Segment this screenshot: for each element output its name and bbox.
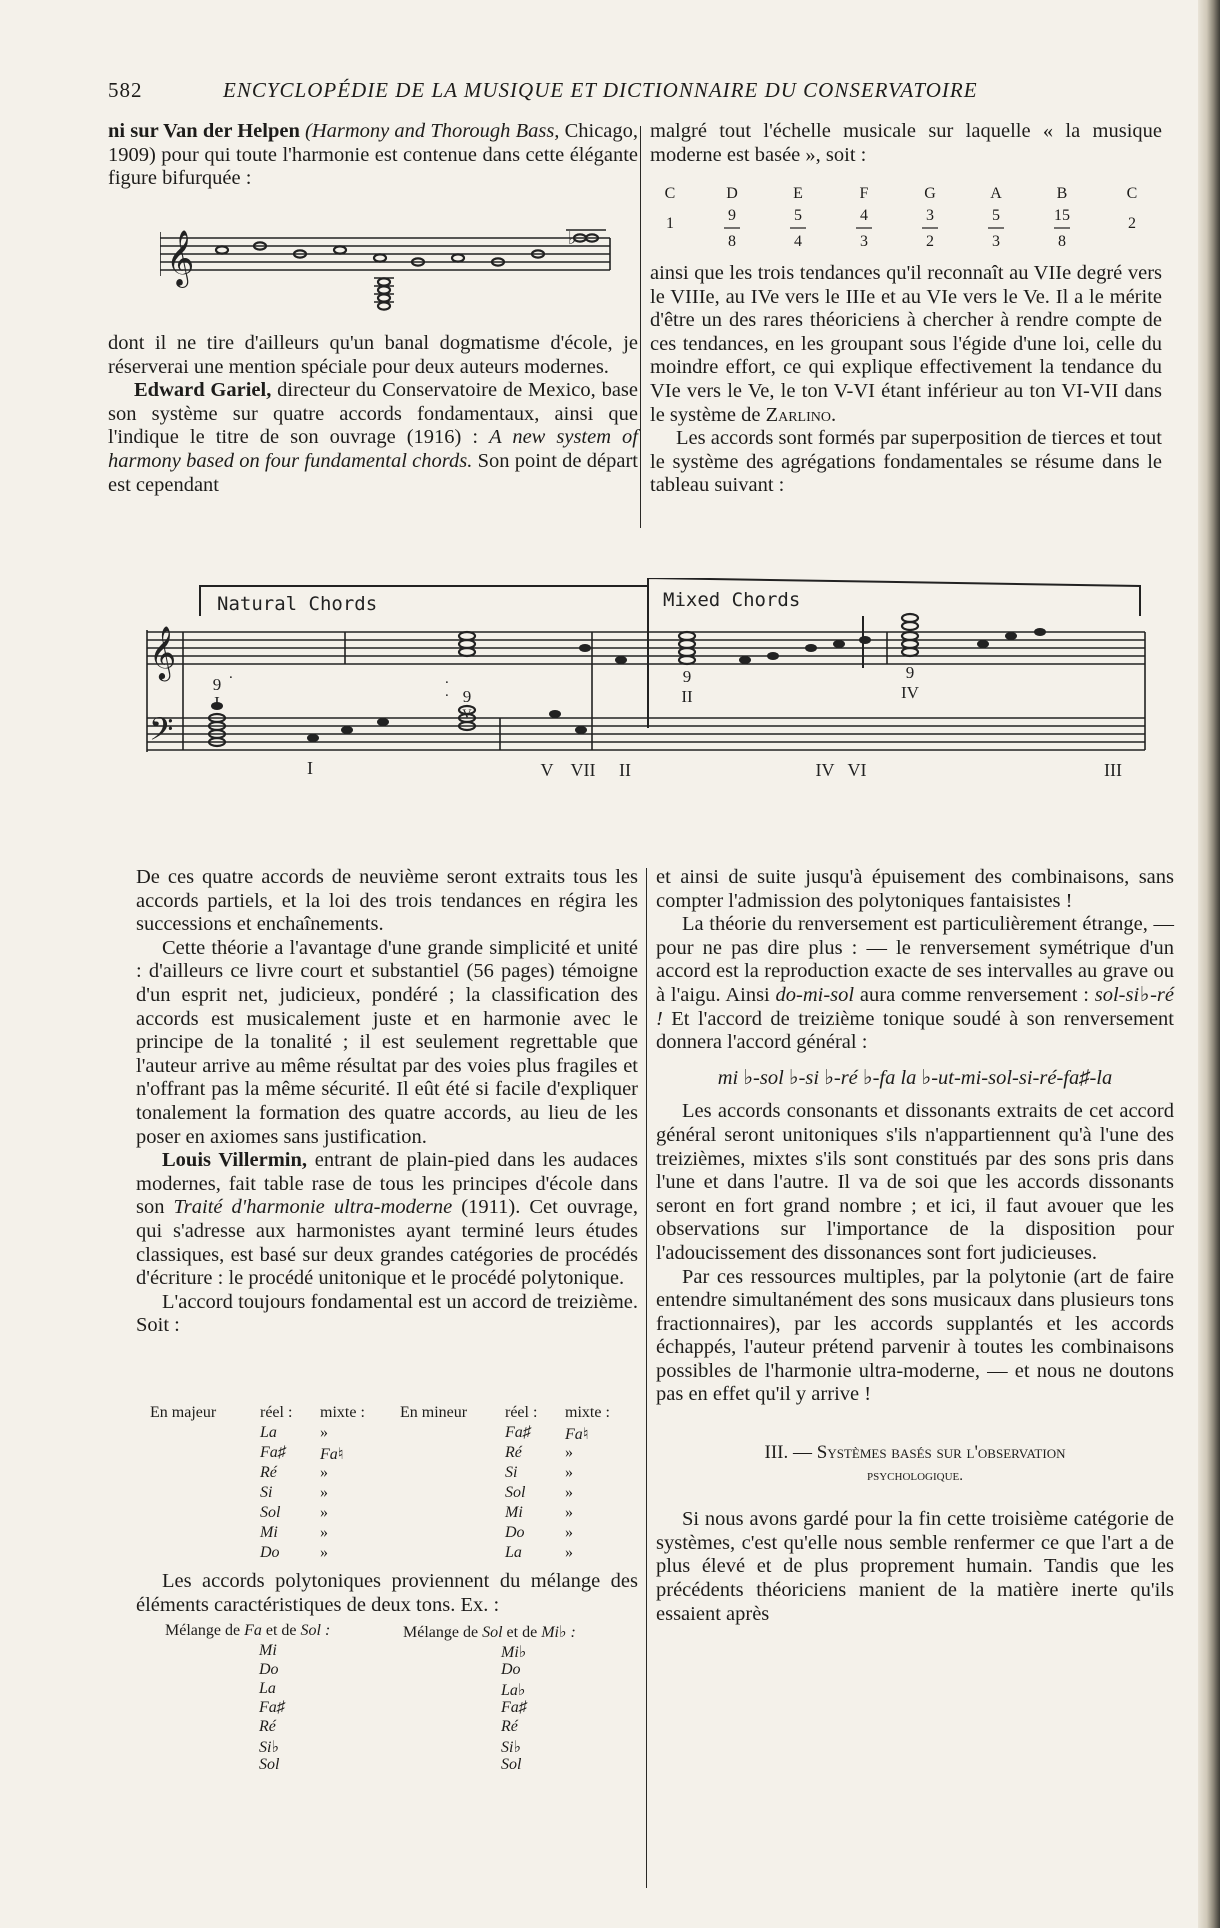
ratio-denominator: 4 bbox=[794, 233, 802, 250]
degree-label: I bbox=[307, 758, 313, 778]
chord-notes: sol-si♭-ré ! bbox=[656, 983, 1175, 1030]
chord-label-roman: V bbox=[462, 706, 472, 721]
chord-label-num: 9 bbox=[682, 667, 692, 686]
text: entrant de plain-pied dans les audaces modernes, fait table rase de tous les principes d'école dans son bbox=[136, 1149, 638, 1219]
ratio-denominator: 8 bbox=[728, 233, 736, 250]
table-cell: Ré bbox=[260, 1464, 277, 1481]
note-letter: G bbox=[924, 185, 936, 202]
table-row bbox=[165, 1642, 635, 1661]
note-letter: F bbox=[859, 185, 869, 202]
paragraph: Par ces ressources multiples, par la polytonie (art de faire entendre simultanément des sons musicaux dans plusieurs tons fractionnaires), par les accords supplantés et les accords échappés, l'auteur prétend parvenir à toutes les combinaisons possibles de l'harmonie ultra-moderne, — et nous ne doutons pas en effet qu'il y arrive ! bbox=[656, 1265, 1174, 1406]
table-row bbox=[150, 1504, 630, 1524]
chord-label-num: 9 bbox=[462, 687, 472, 706]
table-cell: » bbox=[320, 1424, 328, 1441]
table-cell: Fa♯ bbox=[501, 1699, 527, 1716]
degree-label: VI bbox=[847, 760, 867, 780]
right-column-top bbox=[650, 120, 1162, 167]
table-row bbox=[150, 1464, 630, 1484]
thirteenth-chord-table bbox=[150, 1404, 630, 1564]
book-title: A new system of harmony based on four fundamental chords. bbox=[108, 426, 639, 472]
paragraph: Cette théorie a l'avantage d'une grande simplicité et unité : d'ailleurs ce livre court et substantiel (56 pages) témoigne d'un esprit net, judicieux, pondéré ; la classification des accords est musicalement juste et en harmonie avec le principe de la tonalité ; il est seulement regrettable que l'auteur arrive au même résultat par des voies plus fragiles et n'offrant pas la même sécurité. Il eût été si facile d'expliquer tonalement la formation des quatre accords, au lieu de les poser en axiomes sans justification. bbox=[136, 936, 638, 1148]
polytonic-table bbox=[165, 1622, 635, 1775]
chord-label-num: 9 bbox=[212, 675, 222, 694]
ratio-denominator: 3 bbox=[992, 233, 1000, 250]
table-row bbox=[165, 1756, 635, 1775]
left-column-top-2 bbox=[108, 332, 638, 497]
paragraph: Les accords polytoniques proviennent du mélange des éléments caractéristiques de deux tons. Ex. : bbox=[136, 1570, 638, 1616]
table-cell: » bbox=[565, 1524, 573, 1541]
ratio-denominator: 8 bbox=[1058, 233, 1066, 250]
text: directeur du Conservatoire de Mexico, base son système sur quatre accords fondamentaux, ainsi que l'indique le titre de son ouvrage (1916) : bbox=[108, 379, 639, 449]
table-body bbox=[150, 1424, 630, 1564]
table-row bbox=[150, 1444, 630, 1464]
table-cell: Mi bbox=[505, 1504, 523, 1521]
table-cell: Si♭ bbox=[501, 1739, 521, 1756]
chord-label-roman: I bbox=[214, 693, 220, 712]
text: (1911). Cet ouvrage, qui s'adresse aux harmonistes ayant terminé leurs études classiques, est basé sur deux grandes catégories de procédés d'écriture : le procédé unitonique et le procédé polytonique. bbox=[136, 1196, 639, 1290]
section-heading: III. — Systèmes basés sur l'observation bbox=[764, 1442, 1066, 1464]
table-cell: La♭ bbox=[501, 1682, 526, 1699]
table-header: En mineur bbox=[400, 1404, 468, 1421]
author-name: Zarlino. bbox=[765, 403, 837, 426]
table-row bbox=[165, 1737, 635, 1756]
paragraph: De ces quatre accords de neuvième seront extraits tous les accords partiels, et la loi des trois tendances en régira les successions et enchaînements. bbox=[136, 866, 638, 936]
table-header: En majeur bbox=[150, 1404, 217, 1421]
text: ni sur Van der Helpen bbox=[108, 120, 300, 142]
ratio-numerator: 15 bbox=[1054, 207, 1070, 224]
svg-text:.: . bbox=[229, 666, 233, 682]
left-column-top bbox=[108, 120, 638, 191]
table-cell: » bbox=[320, 1464, 328, 1481]
note-letter: B bbox=[1056, 185, 1068, 202]
table-header: réel : bbox=[505, 1404, 538, 1421]
column-rule bbox=[640, 126, 641, 528]
table-cell: Ré bbox=[501, 1718, 518, 1735]
ratio-numerator: 4 bbox=[860, 207, 868, 224]
svg-text:.: . bbox=[445, 684, 449, 700]
ratio-numerator: 9 bbox=[728, 207, 736, 224]
table-header: Mélange de Sol et de Mi♭ : bbox=[403, 1624, 576, 1641]
text: aura comme renversement : bbox=[859, 983, 1089, 1006]
page-number: 582 bbox=[108, 78, 143, 102]
degree-label: III bbox=[1104, 760, 1122, 780]
treble-clef-icon: 𝄞 bbox=[149, 625, 177, 679]
paragraph: dont il ne tire d'ailleurs qu'un banal dogmatisme d'école, je réserverai une mention spéciale pour deux auteurs modernes. bbox=[108, 332, 638, 378]
table-cell: La bbox=[260, 1424, 277, 1441]
book-title: (Harmony and Thorough Bass, bbox=[305, 120, 560, 142]
book-title: Traité d'harmonie ultra-moderne bbox=[173, 1196, 453, 1219]
table-cell: La bbox=[505, 1544, 522, 1561]
table-cell: Fa♮ bbox=[565, 1426, 589, 1443]
text: Son point de départ est cependant bbox=[108, 449, 638, 496]
text: Et l'accord de treizième tonique soudé à son renversement donnera l'accord général : bbox=[656, 1007, 1174, 1054]
table-cell: Si bbox=[260, 1484, 273, 1501]
table-cell: » bbox=[565, 1464, 573, 1481]
table-cell: Fa♮ bbox=[320, 1446, 344, 1463]
table-header: Mélange de Fa et de Sol : bbox=[165, 1622, 331, 1639]
table-cell: » bbox=[320, 1504, 328, 1521]
note-letter: A bbox=[990, 185, 1002, 202]
ratio-value: 2 bbox=[1128, 215, 1136, 232]
svg-text:.: . bbox=[445, 671, 449, 687]
table-cell: Si♭ bbox=[259, 1739, 279, 1756]
table-row bbox=[150, 1524, 630, 1544]
chord-notes: do-mi-sol bbox=[775, 983, 855, 1006]
paragraph: Si nous avons gardé pour la fin cette troisième catégorie de systèmes, c'est qu'elle nous semble renfermer ce que l'art a de plus élevé et de plus proprement humain. Tandis que les précédents théoriciens manient de la matière inerte qu'ils essaient après bbox=[656, 1508, 1174, 1625]
table-row bbox=[150, 1544, 630, 1564]
chord-table-svg bbox=[145, 578, 1150, 798]
table-cell: » bbox=[320, 1484, 328, 1501]
table-cell: » bbox=[565, 1444, 573, 1461]
degree-label: VII bbox=[570, 760, 596, 780]
table-cell: » bbox=[565, 1544, 573, 1561]
paragraph: L'accord toujours fondamental est un accord de treizième. Soit : bbox=[136, 1290, 638, 1337]
table-row bbox=[165, 1680, 635, 1699]
table-cell: Fa♯ bbox=[260, 1444, 286, 1461]
left-column-bottom-2 bbox=[136, 1570, 638, 1617]
table-header: mixte : bbox=[320, 1404, 365, 1421]
chord-label-roman: IV bbox=[901, 683, 919, 702]
ratio-value: 1 bbox=[666, 215, 674, 232]
note-letter: C bbox=[664, 185, 676, 202]
general-chord-formula: mi ♭-sol ♭-si ♭-ré ♭-fa la ♭-ut-mi-sol-si-ré-fa♯-la bbox=[717, 1066, 1113, 1089]
section-heading-2: psychologique. bbox=[866, 1467, 964, 1484]
table-cell: Mi bbox=[260, 1524, 278, 1541]
table-cell: Fa♯ bbox=[505, 1424, 531, 1441]
page-edge bbox=[1198, 0, 1220, 1928]
table-cell: Sol bbox=[260, 1504, 281, 1521]
table-cell: Sol bbox=[259, 1756, 280, 1773]
ratio-denominator: 2 bbox=[926, 233, 934, 250]
table-row bbox=[150, 1484, 630, 1504]
table-cell: Si bbox=[505, 1464, 518, 1481]
table-header: mixte : bbox=[565, 1404, 610, 1421]
chord-label-num: 9 bbox=[905, 663, 915, 682]
natural-chords-label: Natural Chords bbox=[217, 593, 378, 615]
ratio-numerator: 5 bbox=[794, 207, 802, 224]
paragraph: ainsi que les trois tendances qu'il reconnaît au VIIe degré vers le VIIIe, au IVe vers le IIIe et au VIe vers le Ve. Il a le mérite d'être un des rares théoriciens à chercher à rendre compte de ces tendances, en les groupant sous l'égide d'une loi, celle du moindre effort, ce qui explique effectivement la tendance du VIe vers le Ve, le ton V-VI étant inférieur au ton VI-VII dans le système de bbox=[650, 262, 1162, 426]
text: La théorie du renversement est particulièrement étrange, — pour ne pas dire plus : — le renversement symétrique d'un accord est la reproduction exacte de ses intervalles au grave ou à l'aigu. Ainsi bbox=[656, 913, 1174, 1006]
table-cell: » bbox=[320, 1544, 328, 1561]
table-cell: Sol bbox=[505, 1484, 526, 1501]
table-cell: Do bbox=[501, 1661, 521, 1678]
table-cell: Sol bbox=[501, 1756, 522, 1773]
table-cell: Fa♯ bbox=[259, 1699, 285, 1716]
table-row bbox=[165, 1661, 635, 1680]
table-cell: Mi♭ bbox=[501, 1644, 527, 1661]
table-row bbox=[165, 1718, 635, 1737]
svg-text:♭: ♭ bbox=[568, 228, 577, 248]
chord-table bbox=[145, 578, 1150, 798]
author-name: Edward Gariel, bbox=[134, 379, 272, 402]
paragraph: et ainsi de suite jusqu'à épuisement des combinaisons, sans compter l'admission des polytoniques fantaisistes ! bbox=[656, 866, 1174, 912]
mixed-chords-label: Mixed Chords bbox=[663, 589, 801, 611]
right-column-bottom bbox=[656, 866, 1174, 1626]
table-cell: Ré bbox=[505, 1444, 522, 1461]
table-cell: Do bbox=[505, 1524, 525, 1541]
right-column-top-2 bbox=[650, 262, 1162, 498]
degree-label: II bbox=[619, 760, 631, 780]
left-column-bottom bbox=[136, 866, 638, 1338]
note-letter: C bbox=[1126, 185, 1138, 202]
table-cell: Do bbox=[259, 1661, 279, 1678]
text: Chicago, 1909) pour qui toute l'harmonie est contenue dans cette élégante figure bifurquée : bbox=[108, 120, 639, 190]
ratio-denominator: 3 bbox=[860, 233, 868, 250]
table-body bbox=[165, 1642, 635, 1775]
table-header: réel : bbox=[260, 1404, 293, 1421]
paragraph: Les accords consonants et dissonants extraits de cet accord général seront unitoniques s'ils n'appartiennent qu'à l'une des treizièmes, mixtes s'ils sont constitués par des sons pris dans l'une et dans l'autre. Il va de soi que les accords dissonants seront en fort grand nombre ; et ici, il faut avouer que les observations sur l'importance de la disposition pour l'adoucissement des dissonances sont fort judicieuses. bbox=[656, 1100, 1174, 1264]
table-cell: Ré bbox=[259, 1718, 276, 1735]
ratio-numerator: 5 bbox=[992, 207, 1000, 224]
paragraph: malgré tout l'échelle musicale sur laquelle « la musique moderne est basée », soit : bbox=[650, 120, 1162, 166]
degree-label: IV bbox=[815, 760, 835, 780]
table-row bbox=[165, 1699, 635, 1718]
table-cell: Mi bbox=[259, 1642, 277, 1659]
table-cell: » bbox=[565, 1504, 573, 1521]
note-letter: D bbox=[726, 185, 738, 202]
table-cell: La bbox=[259, 1680, 276, 1697]
chord-label-roman: II bbox=[681, 687, 693, 706]
table-cell: » bbox=[565, 1484, 573, 1501]
table-cell: Do bbox=[260, 1544, 280, 1561]
column-rule bbox=[646, 868, 647, 1888]
interval-ratios bbox=[650, 182, 1162, 254]
table-cell: » bbox=[320, 1524, 328, 1541]
bass-clef-icon: 𝄢 bbox=[149, 711, 174, 755]
treble-clef-icon: 𝄞 bbox=[166, 230, 195, 286]
running-title: ENCYCLOPÉDIE DE LA MUSIQUE ET DICTIONNAIRE DU CONSERVATOIRE bbox=[223, 78, 978, 102]
ratio-numerator: 3 bbox=[926, 207, 934, 224]
bifurcated-figure bbox=[160, 218, 620, 318]
paragraph: Les accords sont formés par superposition de tierces et tout le système des agrégations fondamentales se résume dans le tableau suivant : bbox=[650, 427, 1162, 497]
degree-label: V bbox=[540, 760, 554, 780]
table-row bbox=[150, 1424, 630, 1444]
author-name: Louis Villermin, bbox=[162, 1149, 307, 1172]
note-letter: E bbox=[793, 185, 803, 202]
